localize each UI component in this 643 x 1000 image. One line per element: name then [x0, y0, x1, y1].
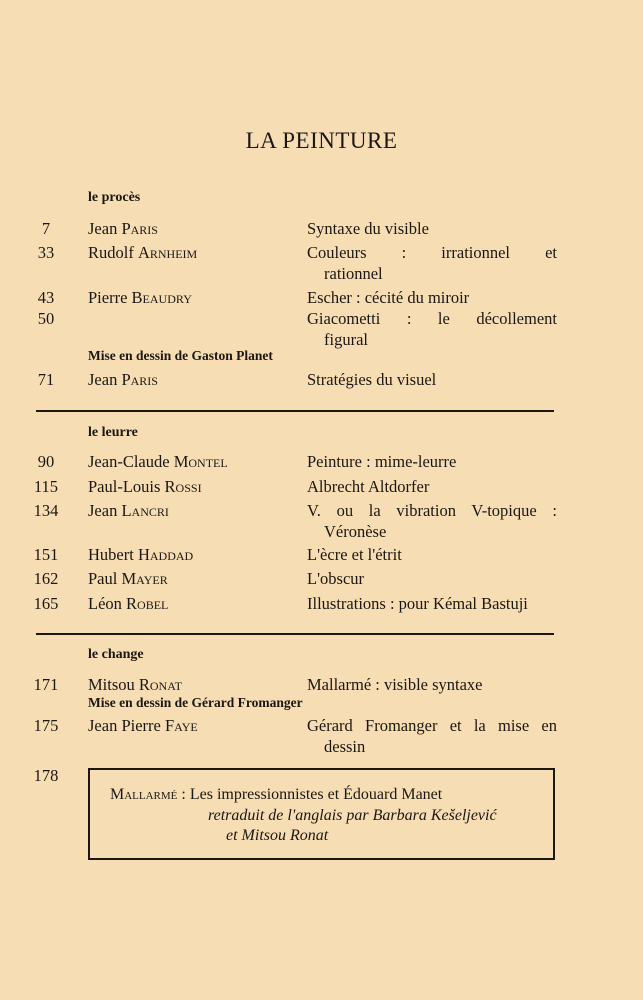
page-number: 33	[37, 243, 55, 262]
author-name: Hubert Haddad	[88, 545, 194, 564]
article-title: L'ècre et l'étrit	[307, 545, 402, 564]
author-name: Pierre Beaudry	[88, 288, 192, 307]
article-title: Peinture : mime-leurre	[307, 452, 457, 471]
article-title: Albrecht Altdorfer	[307, 477, 430, 496]
section-heading-le-proces: le procès	[88, 190, 141, 205]
article-title: L'obscur	[307, 569, 365, 588]
article-title: Gérard Fromanger et la mise en dessin	[307, 716, 557, 756]
author-name: Mitsou Ronat	[88, 675, 182, 694]
article-title: Illustrations : pour Kémal Bastuji	[307, 594, 528, 613]
boxed-entry-translators: et Mitsou Ronat	[226, 827, 329, 844]
page-number: 43	[37, 288, 55, 307]
page-number: 162	[33, 569, 59, 588]
page-number: 90	[37, 452, 55, 471]
article-title: V. ou la vibration V-topique : Véronèse	[307, 501, 557, 541]
article-title: Couleurs : irrationnel et rationnel	[307, 243, 557, 283]
page-number: 134	[33, 501, 59, 520]
author-name: Paul Mayer	[88, 569, 168, 588]
page-number: 151	[33, 545, 59, 564]
article-title: Giacometti : le décollement figural	[307, 309, 557, 349]
page-number: 175	[33, 716, 59, 735]
author-name: Jean Pierre Faye	[88, 716, 198, 735]
section-divider	[36, 633, 554, 635]
author-name: Jean-Claude Montel	[88, 452, 228, 471]
page-number: 71	[37, 370, 55, 389]
page-title: LA PEINTURE	[245, 128, 398, 153]
author-name: Léon Robel	[88, 594, 169, 613]
boxed-entry-title: Mallarmé : Les impressionnistes et Édouard Manet	[110, 786, 443, 803]
author-name: Rudolf Arnheim	[88, 243, 198, 262]
article-title: Syntaxe du visible	[307, 219, 429, 238]
illustration-credit: Mise en dessin de Gaston Planet	[88, 348, 273, 363]
author-name: Jean Lancri	[88, 501, 169, 520]
section-heading-le-change: le change	[88, 647, 144, 662]
author-name: Jean Paris	[88, 219, 158, 238]
page-number: 165	[33, 594, 59, 613]
author-name: Paul-Louis Rossi	[88, 477, 202, 496]
article-title: Stratégies du visuel	[307, 370, 437, 389]
article-title: Mallarmé : visible syntaxe	[307, 675, 483, 694]
illustration-credit: Mise en dessin de Gérard Fromanger	[88, 695, 303, 710]
boxed-entry	[88, 768, 555, 860]
page-number: 7	[41, 219, 51, 238]
article-title: Escher : cécité du miroir	[307, 288, 470, 307]
section-divider	[36, 410, 554, 412]
page-number: 50	[37, 309, 55, 328]
boxed-entry-translation: retraduit de l'anglais par Barbara Kešeljević	[208, 807, 497, 824]
page-number: 178	[33, 766, 59, 785]
author-name: Jean Paris	[88, 370, 158, 389]
page-number: 171	[33, 675, 59, 694]
section-heading-le-leurre: le leurre	[88, 425, 138, 440]
page-number: 115	[33, 477, 59, 496]
